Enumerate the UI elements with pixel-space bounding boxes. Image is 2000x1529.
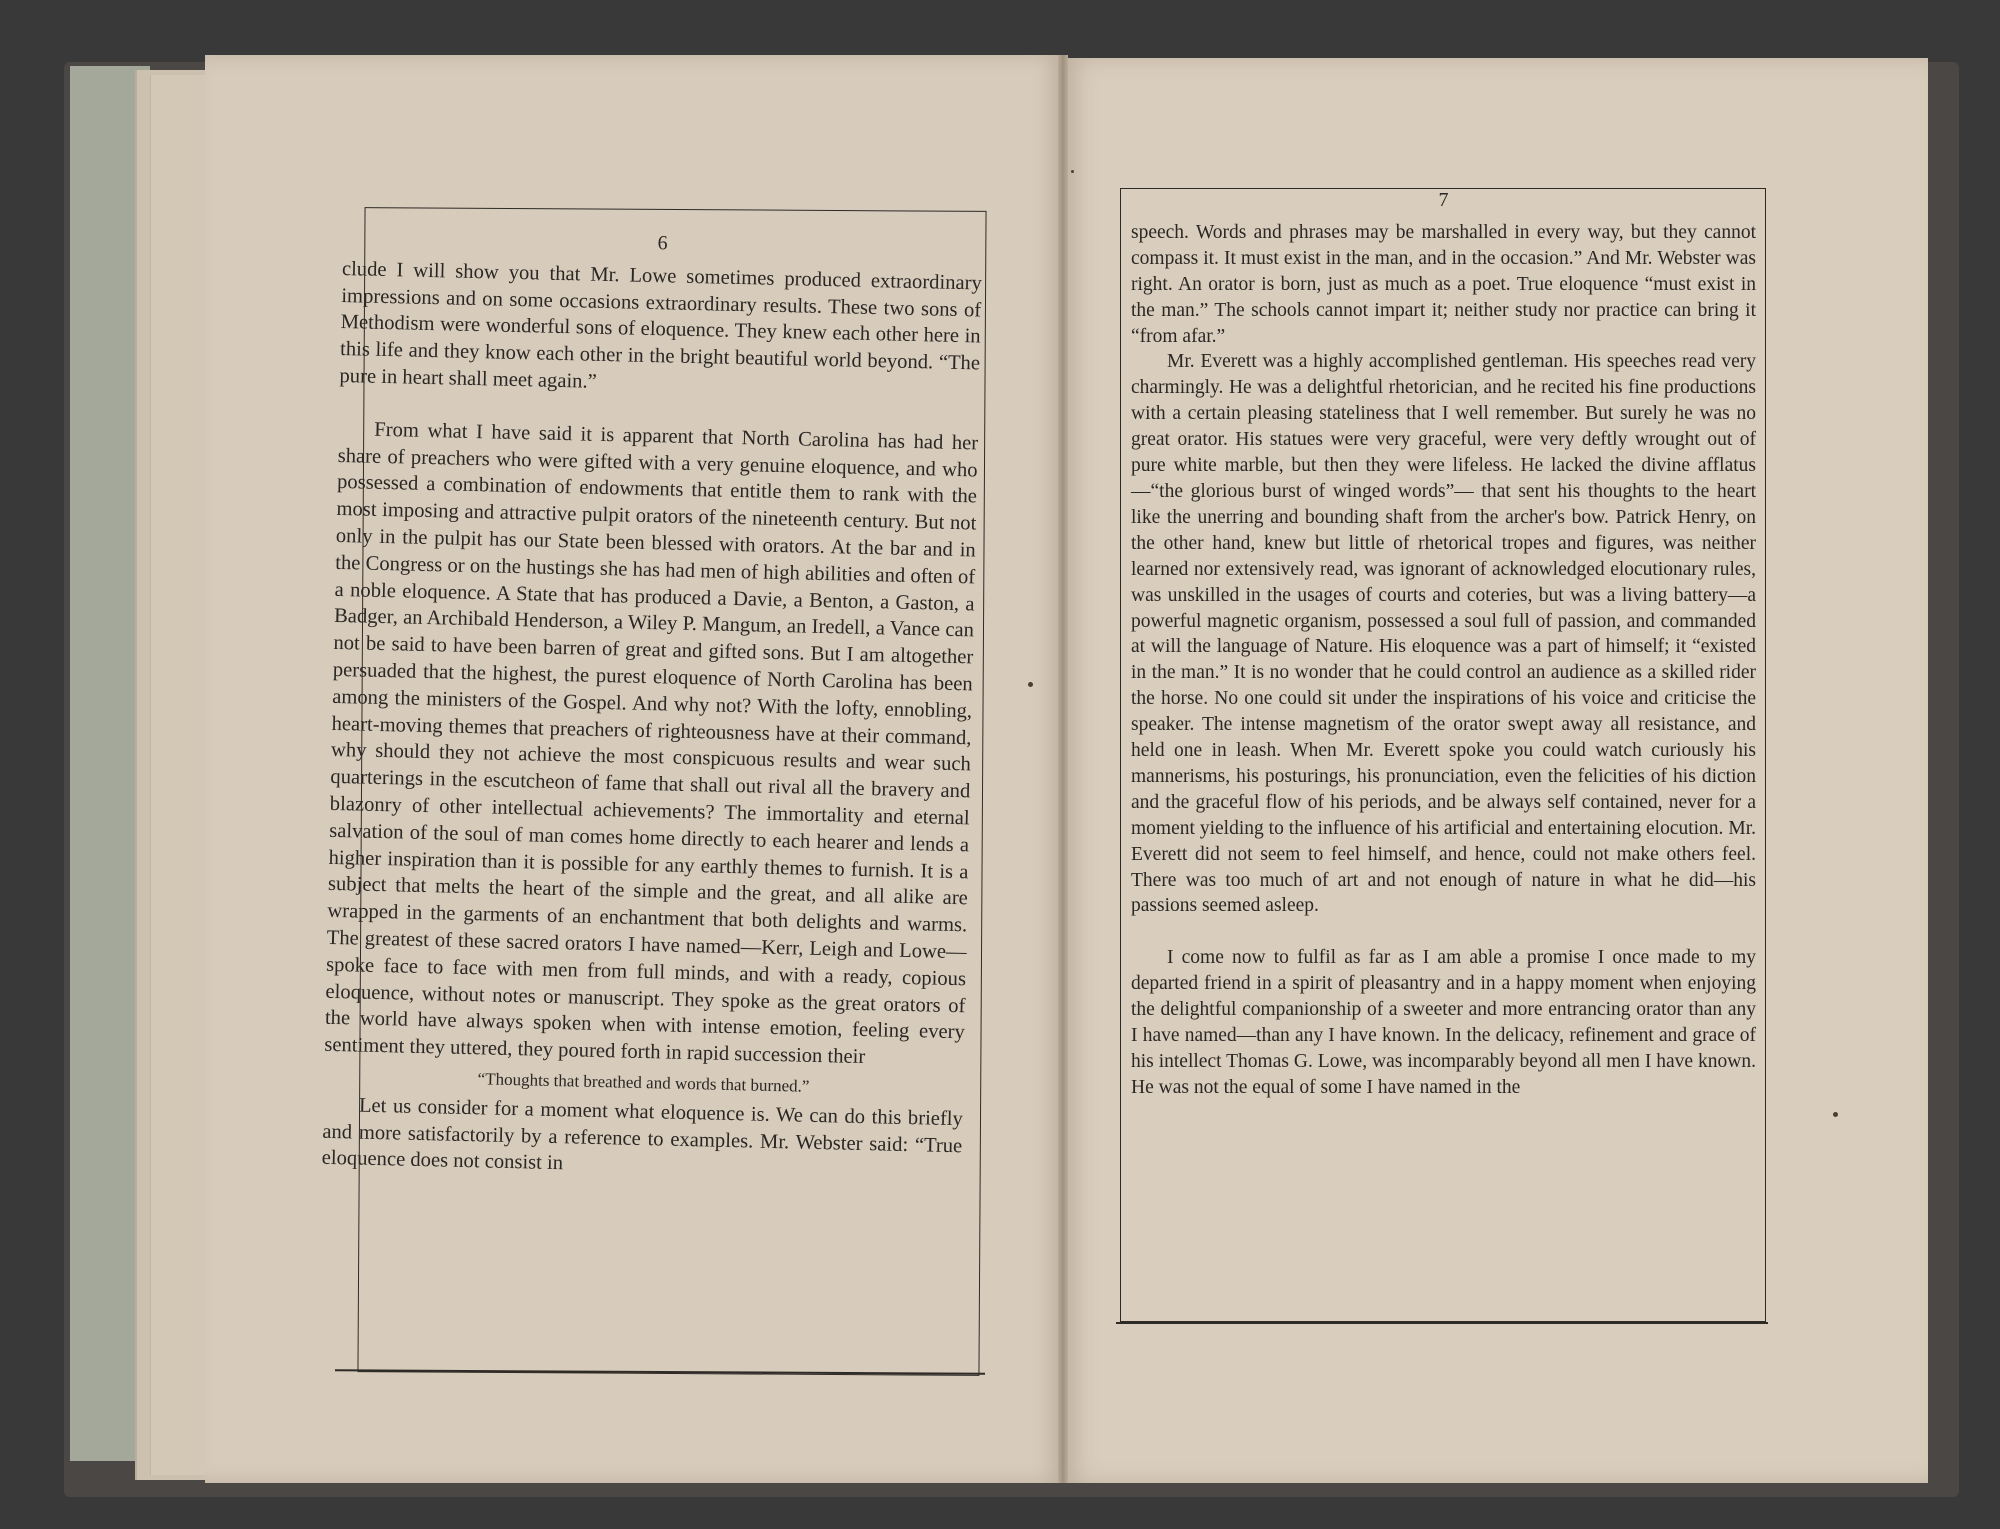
book-spine	[1058, 55, 1068, 1483]
speck-mark	[1833, 1112, 1838, 1117]
right-page-text	[1131, 188, 1756, 1101]
speck-mark	[1071, 170, 1074, 173]
page-number: 6	[657, 232, 668, 255]
right-bottom-rule	[1116, 1322, 1768, 1324]
quotation: “Thoughts that breathed and words that burned.”	[477, 1069, 810, 1096]
paragraph: I come now to fulfil as far as I am able a promise I once made to my departed friend in a spirit of pleasantry and in a happy moment when enjoying the delightful companionship of a sweeter and more entrancing orator than any I have named—than any I have known. In the delicacy, refinement and grace of his intellect Thomas G. Lowe, was incomparably beyond all men I have known. He was not the equal of some I have named in the	[1131, 947, 1756, 1098]
page-number: 7	[1438, 189, 1449, 211]
paragraph: From what I have said it is apparent that North Carolina has had her share of preachers who were gifted with a very genuine eloquence, and who possessed a combination of endowments that entitle them to rank with the most imposing and attractive pulpit orators of the nineteenth century. But not only in the pulpit has our State been blessed with orators. At the bar and in the Congress or on the hustings she has had men of high abilities and often of a noble eloquence. A State that has produced a Davie, a Benton, a Gaston, a Badger, an Archibald Henderson, a Wiley P. Mangum, an Iredell, a Vance can not be said to have been barren of great and gifted sons. But I am altogether persuaded that the highest, the purest eloquence of North Carolina has been among the ministers of the Gospel. And why not? With the lofty, ennobling, heart-moving themes that preachers of righteousness have at their command, why should they not achieve the most conspicuous results and wear such quarterings in the escutcheon of fame that shall out rival all the bravery and blazonry of other intellectual achievements? The immortality and eternal salvation of the soul of man comes home directly to each hearer and lends a higher inspiration than it is possible for any earthly themes to furnish. It is a subject that melts the heart of the simple and the great, and all alike are wrapped in the garments of an enchantment that both delights and warms. The greatest of these sacred orators I have named—Kerr, Leigh and Lowe—spoke face to face with men from full minds, and with a ready, copious eloquence, without notes or manuscript. They spoke as the great orators of the world have always spoken when with intense emotion, feeling every sentiment they uttered, they poured forth in rapid succession their	[324, 418, 979, 1069]
paragraph: Let us consider for a moment what eloquence is. We can do this briefly and more satisfactorily by a reference to examples. Mr. Webster said: “True eloquence does not consist in	[321, 1094, 964, 1175]
paragraph: clude I will show you that Mr. Lowe sometimes produced extraordinary impressions and on some occasions extraordinary results. These two sons of Methodism were wonderful sons of eloquence. They knew each other here in this life and they know each other in the bright beautiful world beyond. “The pure in heart shall meet again.”	[339, 257, 983, 393]
left-page-text	[321, 223, 982, 1186]
speck-mark	[1028, 682, 1033, 687]
paragraph: Mr. Everett was a highly accomplished gentleman. His speeches read very charmingly. He was a delightful rhetorician, and he recited his fine productions with a certain pleasing stateliness that I well remember. But surely he was no great orator. His statues were very graceful, were very deftly wrought out of pure white marble, but then they were lifeless. He lacked the divine afflatus—“the glorious burst of winged words”— that sent his thoughts to the heart like the unerring and bounding shaft from the archer's bow. Patrick Henry, on the other hand, knew but little of rhetorical tropes and figures, was neither learned nor extensively read, was ignorant of acknowledged elocutionary rules, was unskilled in the usages of courts and coteries, but was a living battery—a powerful magnetic organism, possessed a soul full of passion, and commanded at will the language of Nature. His eloquence was a part of himself; it “existed in the man.” It is no wonder that he could control an audience as a skilled rider the horse. No one could sit under the inspirations of his voice and criticise the speaker. The intense magnetism of the orator swept away all resistance, and held one in leash. When Mr. Everett spoke you could watch curiously his mannerisms, his posturings, his pronunciation, even the felicities of his diction and the graceful flow of his periods, and be always self contained, never for a moment yielding to the influence of his artificial and entertaining elocution. Mr. Everett did not seem to feel himself, and hence, could not make others feel. There was too much of art and not enough of nature in what he did—his passions seemed asleep.	[1131, 351, 1756, 917]
paragraph: speech. Words and phrases may be marshalled in every way, but they cannot compass it. It must exist in the man, and in the occasion.” And Mr. Webster was right. An orator is born, just as much as a poet. True eloquence “must exist in the man.” The schools cannot impart it; neither study nor practice can bring it “from afar.”	[1131, 221, 1756, 347]
